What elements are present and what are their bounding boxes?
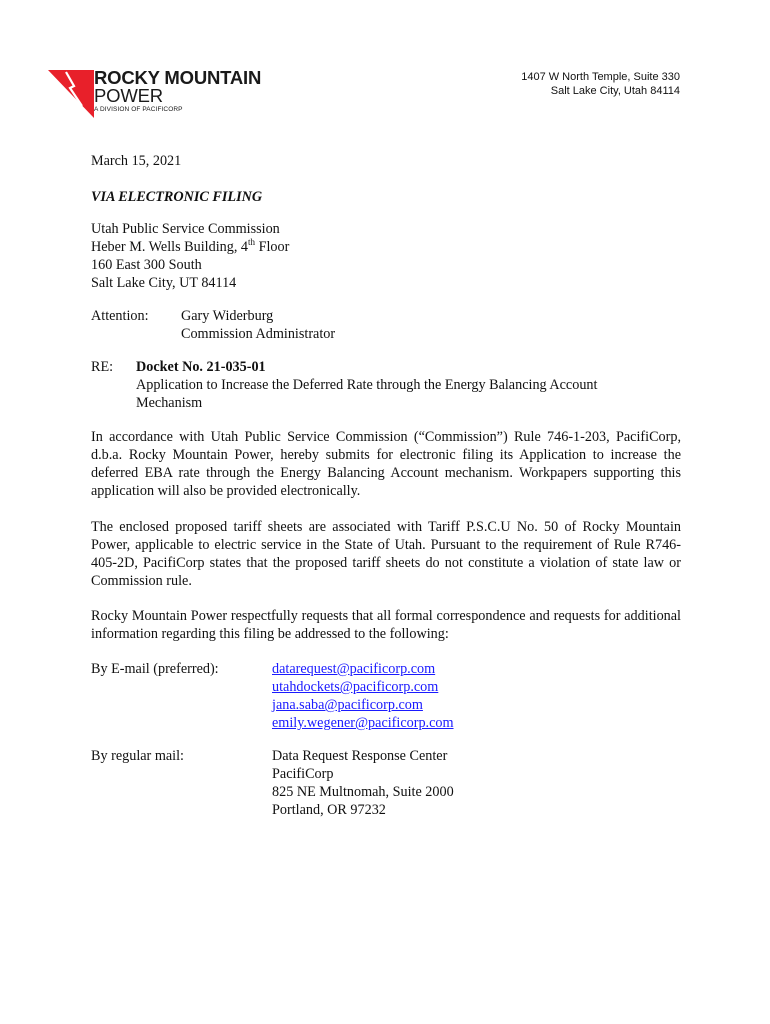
email-link-jana-saba[interactable]: jana.saba@pacificorp.com (272, 697, 423, 713)
email-link-utahdockets[interactable]: utahdockets@pacificorp.com (272, 679, 439, 695)
email-link-emily-wegener[interactable]: emily.wegener@pacificorp.com (272, 715, 454, 731)
delivery-method: VIA ELECTRONIC FILING (91, 189, 263, 205)
logo-mark-icon (48, 68, 96, 120)
mail-address-line1: Data Request Response Center (272, 748, 448, 764)
mail-address-line2: PacifiCorp (272, 766, 334, 782)
logo-text-line3: A DIVISION OF PACIFICORP (94, 106, 183, 113)
recipient-line1: Utah Public Service Commission (91, 221, 280, 237)
logo-text-line2: POWER (94, 85, 163, 106)
body-paragraph-2: The enclosed proposed tariff sheets are associated with Tariff P.S.C.U No. 50 of Rocky Mountain Power, applicable to electric service in the State of Utah. Pursuant to the requirement of Rule R746-405-2D, PacifiCorp states that the proposed tariff sheets do not constitute a violation of state law or Commission rule. (91, 519, 681, 589)
regular-mail-address (272, 747, 454, 819)
regular-mail-label: By regular mail: (91, 748, 184, 764)
re-subject-line2: Mechanism (136, 395, 203, 411)
recipient-line4: Salt Lake City, UT 84114 (91, 275, 237, 291)
recipient-line2: Heber M. Wells Building, 4th Floor (91, 237, 290, 255)
sender-address-line2: Salt Lake City, Utah 84114 (550, 85, 680, 97)
mail-address-line4: Portland, OR 97232 (272, 802, 386, 818)
re-subject-line1: Application to Increase the Deferred Rate through the Energy Balancing Account (136, 377, 598, 393)
re-label: RE: (91, 359, 114, 375)
docket-number: Docket No. 21-035-01 (136, 359, 266, 375)
recipient-line3: 160 East 300 South (91, 257, 202, 273)
attention-title: Commission Administrator (181, 326, 336, 342)
body-paragraph-1: In accordance with Utah Public Service Commission (“Commission”) Rule 746-1-203, PacifiCorp, d.b.a. Rocky Mountain Power, hereby submits for electronic filing its Application to increase the deferred EBA rate through the Energy Balancing Account mechanism. Workpapers supporting this application will also be provided electronically. (91, 429, 681, 499)
company-logo (48, 68, 298, 118)
letter-date: March 15, 2021 (91, 153, 182, 169)
mail-address-line3: 825 NE Multnomah, Suite 2000 (272, 784, 454, 800)
attention-label: Attention: (91, 308, 149, 324)
email-list (272, 660, 454, 732)
email-link-datarequest[interactable]: datarequest@pacificorp.com (272, 661, 436, 677)
sender-address-line1: 1407 W North Temple, Suite 330 (521, 71, 680, 83)
logo-text-line1: ROCKY MOUNTAIN (94, 67, 262, 88)
sender-address (521, 70, 680, 98)
attention-name: Gary Widerburg (181, 308, 274, 324)
body-paragraph-3: Rocky Mountain Power respectfully requests that all formal correspondence and requests for additional information regarding this filing be addressed to the following: (91, 608, 681, 642)
email-label: By E-mail (preferred): (91, 661, 219, 677)
